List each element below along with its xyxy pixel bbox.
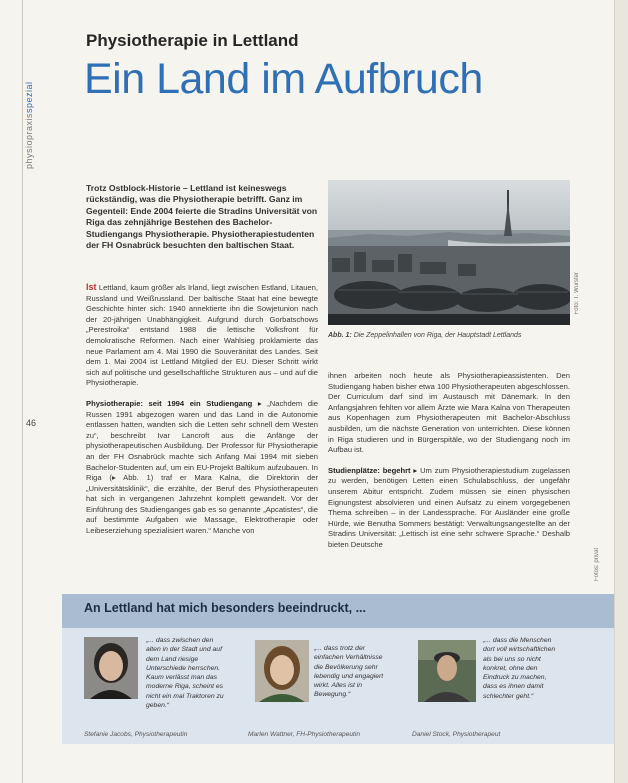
brand-prefix: physiopraxis [24, 112, 34, 169]
body-paragraph [86, 282, 318, 389]
portrait-photo [255, 640, 309, 702]
quote-author: Stefanie Jacobs, Physiotherapeutin [84, 731, 188, 738]
page-number: 46 [26, 418, 37, 428]
article-headline: Ein Land im Aufbruch [84, 55, 483, 103]
brand-suffix: spezial [24, 81, 34, 113]
quote-text: „... dass zwischen den alten in der Stadt und auf dem Land riesige Unterschiede herrschen. Kaum verlässt man das moderne Riga, scheint es nicht ein mal Traktoren zu geben.“ [146, 637, 224, 710]
quote-author: Marlen Wattner, FH-Physiotherapeutin [248, 731, 361, 738]
paragraph-text: Lettland, kaum größer als Irland, liegt zwischen Estland, Litauen, Russland und Weißrussland. Der baltische Staat hat eine bewegte Geschichte hinter sich: 1940 annektierte ihn die Sowjetunion nach der 20-jährigen Unabhängigkeit. Aufgrund durch Gorbatschows „Perestroika“ entstand 1988 die lettische Volksfront für demokratische Reformen. Nach einer Wahlsieg proklamierte das neue Parlament am 4. Mai 1990 die Souveränität des Landes. Seit dem 1. Mai 2004 ist Lettland Mitglied der EU. Dieser Schritt wirkt sich auf politische und gesellschaftliche Strukturen aus – und auf die Physiotherapie. [86, 283, 318, 388]
page-edge [614, 0, 628, 783]
woman-portrait-image [84, 637, 138, 699]
caption-label: Abb. 1: [328, 332, 352, 339]
body-column-left [86, 282, 318, 547]
drop-cap: Ist [86, 282, 97, 292]
body-column-right [328, 371, 570, 561]
section-brand [14, 70, 44, 180]
article-lead: Trotz Ostblock-Historie – Lettland ist keineswegs rückständig, was die Physiotherapie betrifft. Ganz im Gegenteil: Ende 2004 feierte die Stradins Universität von Riga das zehnjährige Bestehen des Bachelor-Studiengangs Physiotherapie. Physiotherapiestudenten der FH Osnabrück besuchten den baltischen Staat. [86, 183, 318, 251]
photo-credit: Foto: T. Wurster [574, 272, 580, 315]
paragraph-text: „Nachdem die Russen 1991 abgezogen waren und das Land in die Autonomie entlassen hatten, wandten sich die Letten sehr schnell dem Westen zu“, beschreibt Ivar Lancroft aus die Anfänge der physiotherapeutischen Ausbildung. Der Professor für Physiotherapie an der FH Osnabrück machte sich Anfang Mai 1994 mit sieben Bachelor-Studenten auf, um ein EU-Projekt Baltikum aufzubauen. In Riga (▸ Abb. 1) traf er Mara Kalna, die Direktorin der „Universitätsklinik“, die erzählte, der Beruf des Physiotherapeuten hat sich in vergangenen Jahrzehnt komplett gewandelt. Vor der Einführung des Studienganges gab es so genannte „Apcatistes“, die auf bestimmte Aufgaben wie Massage, Elektrotherapie oder Leibeserziehung spezialisiert waren.“ Manche von [86, 398, 318, 536]
quote-author: Daniel Stock, Physiotherapeut [412, 731, 501, 738]
subhead-runin: Physiotherapie: seit 1994 ein Studiengang ▸ [86, 398, 262, 408]
side-photo-credit: Fotos: privat [594, 548, 600, 582]
body-paragraph [328, 466, 570, 551]
city-skyline-image [328, 180, 570, 325]
quote-text: „... dass die Menschen dort voll wirtschaftlichen als bei uns so nicht konkret, ohne den Eindruck zu machen, dass es ihnen damit schlechter geht.“ [483, 637, 556, 700]
quote-text: „... dass trotz der einfachen Verhältnisse die Bevölkerung sehr lebendig und engagiert wirkt. Alles ist in Bewegung.“ [314, 645, 384, 699]
quote-box-title: An Lettland hat mich besonders beeindruckt, ... [84, 601, 366, 615]
body-paragraph: ihnen arbeiten noch heute als Physiotherapieassistenten. Den Studiengang haben bisher etwa 100 Physiotherapeuten abgeschlossen. Der Curriculum darf sind im Austausch mit Dänemark. In den Anfangsjahren fehlten vor allem Ärzte wie Mara Kalna von Therapeuten aus Kopenhagen zum Physiotherapeuten mit Bachelor-Abschluss ausbilden, um die nächste Generation von unterrichten. Diese können in Riga studieren und in Bürgerspitäle, wo der Studiengang noch im Aufbau ist. [328, 371, 570, 455]
portrait-photo [84, 637, 138, 699]
man-portrait-image [418, 640, 476, 702]
caption-text: Die Zeppelinhallen von Riga, der Hauptstadt Lettlands [353, 332, 522, 339]
photo-caption [328, 332, 578, 339]
article-kicker: Physiotherapie in Lettland [86, 31, 299, 50]
subhead-runin: Studienplätze: begehrt ▸ [328, 465, 418, 475]
body-paragraph [86, 399, 318, 537]
riga-photo [328, 180, 570, 325]
paragraph-text: Um zum Physiotherapiestudium zugelassen zu werden, benötigen Letten einen Schulabschluss, der ungefähr unserem Abitur entspricht. Zudem müssen sie einen physischen Eignungstest absolvieren und einen Aufsatz zu einem vorgegebenen Thema schreiben – in der Landessprache. Für Ausländer eine große Hürde, wie Benutha Sommers bestätigt: Verwaltungsangestellte an der Stradins Universität: „Lettisch ist eine sehr schwere Sprache.“ Deshalb bieten Deutsche [328, 465, 570, 549]
portrait-photo [418, 640, 476, 702]
woman-portrait-image [255, 640, 309, 702]
